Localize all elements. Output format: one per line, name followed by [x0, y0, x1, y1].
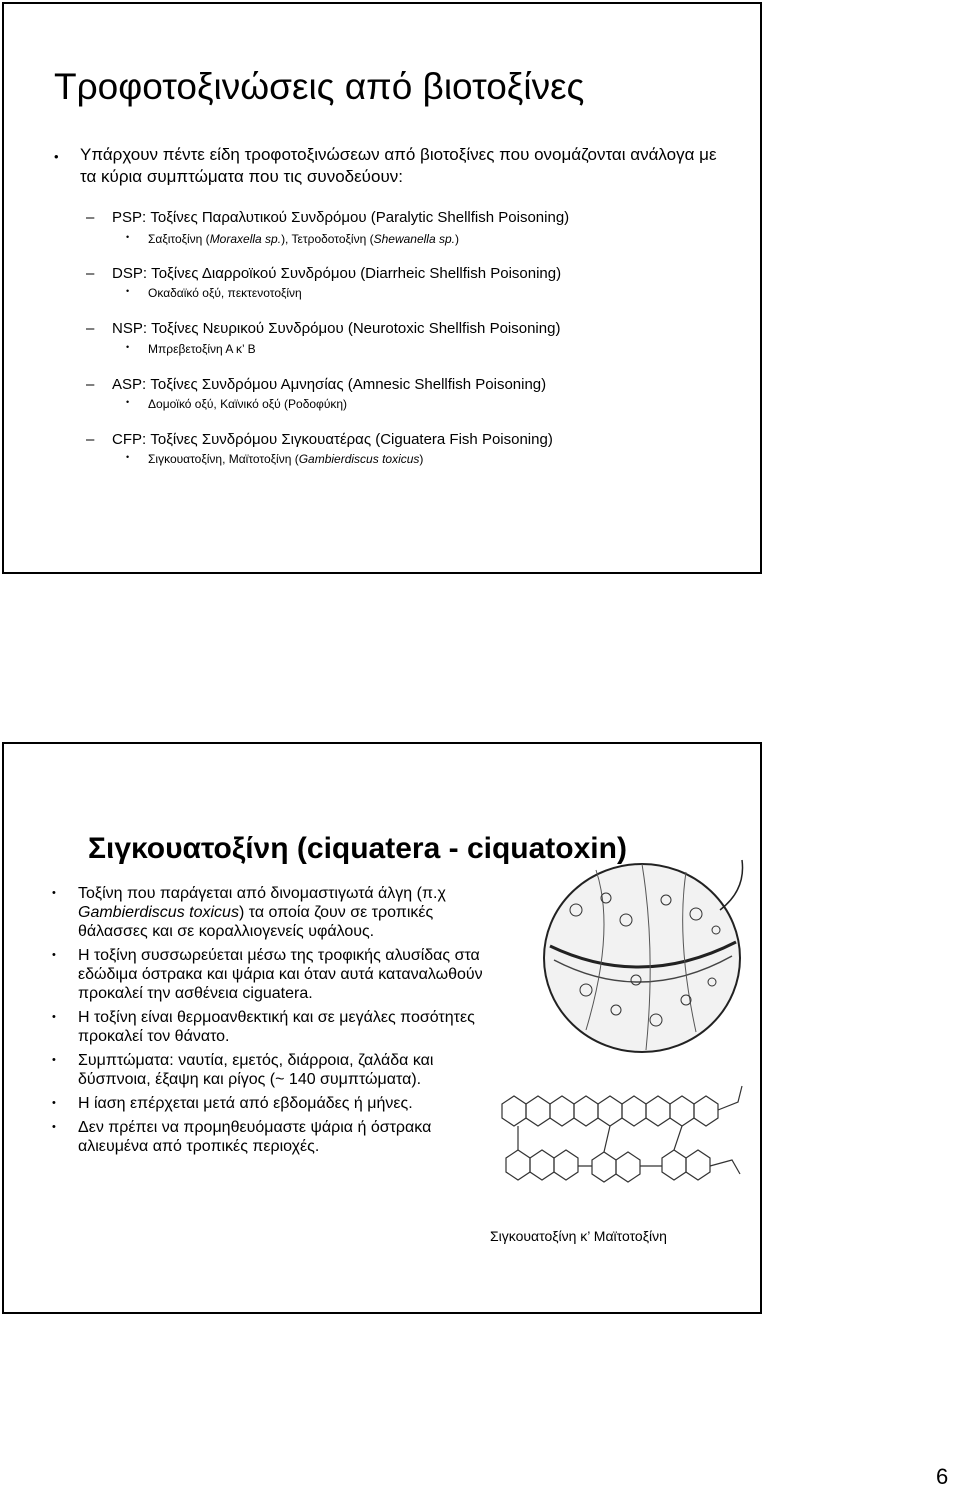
bullet-icon: •: [52, 1121, 56, 1133]
list-item: • Η τοξίνη συσσωρεύεται μέσω της τροφικής αλυσίδας στα εδώδιμα όστρακα και ψάρια και όταν αυτά καταναλωθούν προκαλεί την ασθένεια ciguatera.: [52, 947, 483, 1002]
bullet-icon: •: [54, 149, 59, 164]
intro-text: Υπάρχουν πέντε είδη τροφοτοξινώσεων από βιοτοξίνες που ονομάζονται ανάλογα με τα κύρια συμπτώματα που τις συνοδεύουν:: [80, 145, 717, 186]
bullet-icon: •: [52, 949, 56, 961]
bullet-icon: •: [52, 1097, 56, 1109]
list-item: • Τοξίνη που παράγεται από δινομαστιγωτά άλγη (π.χ Gambierdiscus toxicus) τα οποία ζουν σε τροπικές θάλασσες και σε κοραλλιογενείς υφάλους.: [52, 885, 446, 940]
bullet-icon: •: [126, 452, 130, 462]
list-item: • Δεν πρέπει να προμηθευόμαστε ψάρια ή όστρακα αλιευμένα από τροπικές περιοχές.: [52, 1119, 432, 1155]
category-nsp: – NSP: Τοξίνες Νευρικού Συνδρόμου (Neurotoxic Shellfish Poisoning): [86, 320, 561, 337]
slide-2: [2, 742, 762, 1314]
dash-icon: –: [86, 376, 95, 393]
bullet-icon: •: [52, 1054, 56, 1066]
bullet-icon: •: [126, 232, 130, 242]
dinoflagellate-illustration: [536, 850, 748, 1060]
list-item: • Συμπτώματα: ναυτία, εμετός, διάρροια, ζαλάδα και δύσπνοια, έξαψη και ρίγος (~ 140 συμπτώματα).: [52, 1052, 434, 1088]
bullet-icon: •: [52, 887, 56, 899]
list-item: • Η τοξίνη είναι θερμοανθεκτική και σε μεγάλες ποσότητες προκαλεί τον θάνατο.: [52, 1009, 475, 1045]
bullet-list: [52, 884, 498, 1161]
bullet-icon: •: [126, 286, 130, 296]
dash-icon: –: [86, 209, 95, 226]
bullet-icon: •: [126, 342, 130, 352]
toxin-structure-illustration: [492, 1074, 748, 1204]
detail-asp: • Δομοϊκό οξύ, Καϊνικό οξύ (Ροδοφύκη): [126, 397, 348, 411]
category-asp: – ASP: Τοξίνες Συνδρόμου Αμνησίας (Amnesic Shellfish Poisoning): [86, 376, 547, 393]
slide-1-title: Τροφοτοξινώσεις από βιοτοξίνες: [54, 66, 585, 107]
category-cfp: – CFP: Τοξίνες Συνδρόμου Σιγκουατέρας (Ciguatera Fish Poisoning): [86, 431, 553, 448]
detail-cfp: • Σιγκουατοξίνη, Μαϊτοτοξίνη (Gambierdiscus toxicus): [126, 452, 424, 466]
detail-nsp: • Μπρεβετοξίνη Α κ’ Β: [126, 342, 256, 356]
detail-psp: • Σαξιτοξίνη (Moraxella sp.), Τετροδοτοξίνη (Shewanella sp.): [126, 232, 459, 246]
detail-dsp: • Οκαδαϊκό οξύ, πεκτενοτοξίνη: [126, 286, 302, 300]
figure-caption: Σιγκουατοξίνη κ’ Μαϊτοτοξίνη: [490, 1228, 667, 1244]
category-psp: – PSP: Τοξίνες Παραλυτικού Συνδρόμου (Paralytic Shellfish Poisoning): [86, 209, 570, 226]
list-item: • Η ίαση επέρχεται μετά από εβδομάδες ή μήνες.: [52, 1095, 413, 1112]
bullet-icon: •: [52, 1011, 56, 1023]
slide-1: [2, 2, 762, 574]
bullet-icon: •: [126, 397, 130, 407]
dash-icon: –: [86, 265, 95, 282]
category-dsp: – DSP: Τοξίνες Διαρροϊκού Συνδρόμου (Diarrheic Shellfish Poisoning): [86, 265, 562, 282]
dash-icon: –: [86, 431, 95, 448]
dash-icon: –: [86, 320, 95, 337]
slide-2-title: Σιγκουατοξίνη (ciquatera - ciquatoxin): [88, 832, 627, 865]
page-number: 6: [936, 1464, 949, 1489]
intro-bullet: [54, 144, 730, 188]
